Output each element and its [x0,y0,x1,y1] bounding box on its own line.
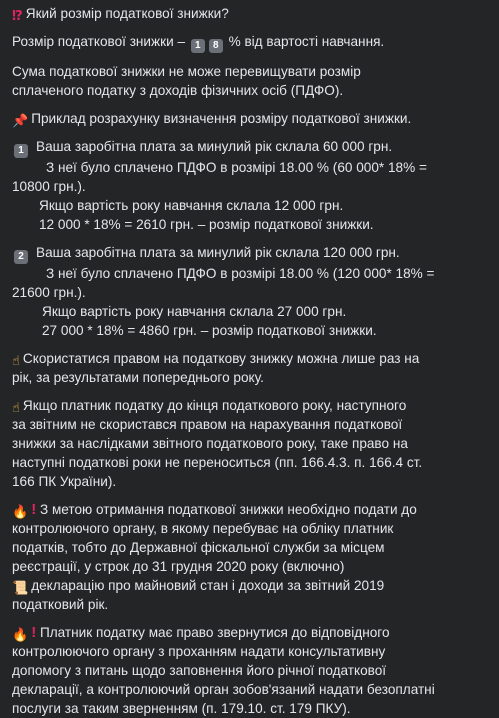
example-2-line-2: З неї було сплачено ПДФО в розмірі 18.00 % (120 000* 18% = [46,266,435,281]
filing-deadline-line-4: реєстрації, у строк до 31 грудня 2020 року (включно) [12,559,345,574]
example-1-line-3: 10800 грн.). [12,179,86,194]
example-2-line-4: Якщо вартість року навчання склала 27 000 грн. [42,304,347,319]
example-2 [12,243,489,340]
keycap-digit-eight-icon: 8 [209,39,223,53]
discount-limit-line-2: сплаченого податку з доходів фізичних осіб (ПДФО). [12,83,344,98]
filing-deadline-line-2: контролюючого органу, в якому перебуває на обліку платник [12,521,394,536]
discount-size-suffix: % від вартості навчання. [228,34,385,49]
discount-size-prefix: Розмір податкової знижки – [12,34,186,49]
filing-deadline-line-6: податковий рік. [12,597,109,612]
consultation-line-4: декларації, а контролюючий орган зобов'язаний надати безоплатні [12,682,435,697]
question-text: Який розмір податкової знижки? [25,6,229,21]
fire-icon: 🔥 [12,504,29,519]
pushpin-icon: 📌 [12,113,29,128]
consultation-line-5: послуги за таким зверненням (п. 179.10. ст. 179 ПКУ). [12,701,351,716]
keycap-digit-two-icon: 2 [14,250,28,264]
consultation-line-1: Платник податку має право звернутися до відповідного [39,625,390,640]
no-carryover-line-4: наступні податкові роки не переноситься (пп. 166.4.3. п. 166.4 ст. [12,455,423,470]
discount-limit-line-1: Сума податкової знижки не може перевищувати розмір [12,64,361,79]
no-carryover-line-5: 166 ПК України). [12,474,117,489]
example-1-line-1: Ваша заробітна плата за минулий рік склала 60 000 грн. [36,139,393,154]
consultation-paragraph [12,623,489,718]
once-per-year-line-2: рік, за результатами попереднього року. [12,370,264,385]
double-exclamation-question-icon: ⁉ [12,8,23,23]
example-2-line-3: 21600 грн.). [12,285,86,300]
pointing-up-hand-icon: ☝ [12,400,20,415]
example-2-line-5: 27 000 * 18% = 4860 грн. – розмір податкової знижки. [42,323,377,338]
example-1 [12,137,489,234]
once-per-year-paragraph [12,349,489,387]
discount-limit-paragraph [12,62,489,100]
discount-size-paragraph [12,32,489,53]
keycap-digit-one-icon: 1 [191,39,205,53]
consultation-line-3: допомогу з питань щодо заповнення його річної податкової [12,663,387,678]
question-paragraph [12,4,489,23]
no-carryover-paragraph [12,396,489,491]
scroll-icon: 📜 [12,580,29,595]
fire-icon: 🔥 [12,627,29,642]
filing-deadline-line-3: податків, тобто до Державної фіскальної служби за місцем [12,540,385,555]
example-heading-paragraph [12,109,489,128]
no-carryover-line-1: Якщо платник податку до кінця податкового року, наступного [22,398,407,413]
example-2-line-1: Ваша заробітна плата за минулий рік склала 120 000 грн. [36,245,400,260]
no-carryover-line-2: за звітним не скористався правом на нарахування податкової [12,417,403,432]
consultation-line-2: контролюючого органу з проханням надати консультативну [12,644,386,659]
example-heading-text: Приклад розрахунку визначення розміру податкової знижки. [31,111,412,126]
filing-deadline-line-5: декларацію про майновий стан і доходи за звітний 2019 [31,578,385,593]
once-per-year-line-1: Скористатися правом на податкову знижку можна лише раз на [22,351,420,366]
filing-deadline-paragraph [12,500,489,614]
example-1-line-4: Якщо вартість року навчання склала 12 000 грн. [39,198,344,213]
exclamation-icon: ! [31,501,37,518]
example-1-line-5: 12 000 * 18% = 2610 грн. – розмір податкової знижки. [39,217,374,232]
no-carryover-line-3: знижки за наслідками звітного податкового року, таке право на [12,436,408,451]
exclamation-icon: ! [31,624,37,641]
filing-deadline-line-1: З метою отримання податкової знижки необхідно подати до [39,502,417,517]
pointing-up-hand-icon: ☝ [12,353,20,368]
example-1-line-2: З неї було сплачено ПДФО в розмірі 18.00 % (60 000* 18% = [46,160,427,175]
keycap-digit-one-icon: 1 [14,144,28,158]
